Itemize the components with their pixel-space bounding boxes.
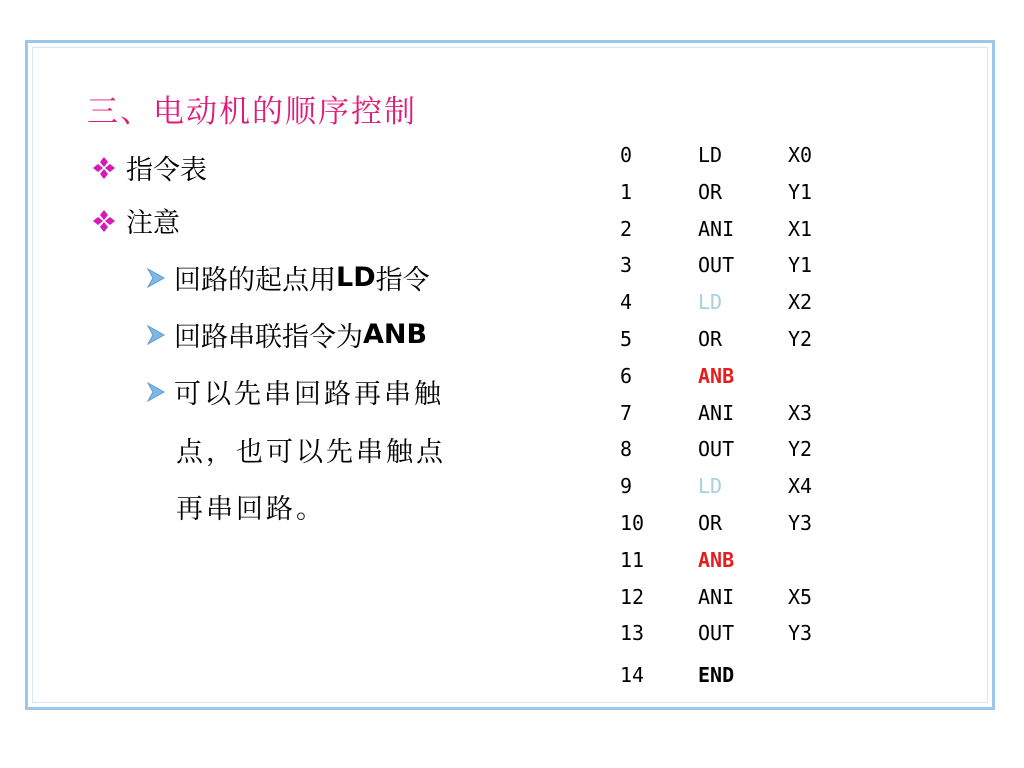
note-continuation: 点，也可以先串触点 <box>176 437 446 468</box>
step-number: 14 <box>620 663 645 688</box>
arrowhead-icon <box>146 381 166 403</box>
operand: X3 <box>788 400 813 425</box>
opcode: LD <box>698 290 723 315</box>
operand: X4 <box>788 474 813 499</box>
step-number: 4 <box>620 290 633 315</box>
bullet-label: 指令表 <box>126 155 207 186</box>
note-ld-start <box>146 258 430 297</box>
instruction-row <box>620 394 860 431</box>
note-text: 回路串联指令为 <box>174 322 363 353</box>
step-number: 1 <box>620 179 633 204</box>
operand: Y1 <box>788 253 813 278</box>
operand: Y1 <box>788 179 813 204</box>
operand: X0 <box>788 143 813 167</box>
note-text: 指令 <box>375 265 430 296</box>
opcode: LD <box>698 474 723 499</box>
opcode: OR <box>698 510 723 535</box>
instruction-row <box>620 320 860 357</box>
opcode: END <box>698 663 735 688</box>
opcode: ANI <box>698 216 735 241</box>
operand: X5 <box>788 584 813 609</box>
opcode: ANI <box>698 400 735 425</box>
opcode: LD <box>698 143 723 167</box>
note-keyword: ANB <box>363 319 428 350</box>
step-number: 13 <box>620 621 645 646</box>
step-number: 11 <box>620 547 645 572</box>
instruction-row <box>620 173 860 210</box>
step-number: 7 <box>620 400 633 425</box>
opcode: ANI <box>698 584 735 609</box>
arrowhead-icon <box>146 267 166 289</box>
note-anb-series <box>146 315 427 354</box>
instruction-row <box>620 246 860 283</box>
arrowhead-icon <box>146 324 166 346</box>
step-number: 9 <box>620 474 633 499</box>
operand: Y3 <box>788 621 813 646</box>
opcode: ANB <box>698 547 735 572</box>
instruction-row <box>620 578 860 615</box>
opcode: OUT <box>698 253 735 278</box>
step-number: 2 <box>620 216 633 241</box>
step-number: 12 <box>620 584 645 609</box>
step-number: 6 <box>620 363 633 388</box>
instruction-row <box>620 357 860 394</box>
note-keyword: LD <box>336 262 376 293</box>
instruction-row <box>620 430 860 467</box>
note-text: 可以先串回路再串触 <box>174 379 444 410</box>
opcode: OUT <box>698 621 735 646</box>
step-number: 10 <box>620 510 645 535</box>
step-number: 0 <box>620 143 633 167</box>
note-continuation: 再串回路。 <box>176 494 326 525</box>
operand: X1 <box>788 216 813 241</box>
step-number: 5 <box>620 326 633 351</box>
instruction-list-table <box>620 136 860 691</box>
instruction-row <box>620 651 860 691</box>
opcode: OR <box>698 179 723 204</box>
step-number: 3 <box>620 253 633 278</box>
operand: X2 <box>788 290 813 315</box>
note-text: 回路的起点用 <box>174 265 336 296</box>
opcode: OR <box>698 326 723 351</box>
opcode: OUT <box>698 437 735 462</box>
operand: Y2 <box>788 437 813 462</box>
instruction-row <box>620 210 860 247</box>
step-number: 8 <box>620 437 633 462</box>
instruction-row <box>620 136 860 173</box>
operand: Y3 <box>788 510 813 535</box>
bullet-instruction-list <box>92 148 207 187</box>
bullet-attention <box>92 201 180 240</box>
instruction-row <box>620 541 860 578</box>
diamond-cluster-icon <box>92 156 116 180</box>
instruction-row <box>620 504 860 541</box>
operand: Y2 <box>788 326 813 351</box>
opcode: ANB <box>698 363 735 388</box>
instruction-row <box>620 467 860 504</box>
bullet-label: 注意 <box>126 208 180 239</box>
note-order <box>146 372 444 411</box>
instruction-row <box>620 283 860 320</box>
slide-title: 三、电动机的顺序控制 <box>87 94 417 130</box>
instruction-row <box>620 614 860 651</box>
diamond-cluster-icon <box>92 209 116 233</box>
